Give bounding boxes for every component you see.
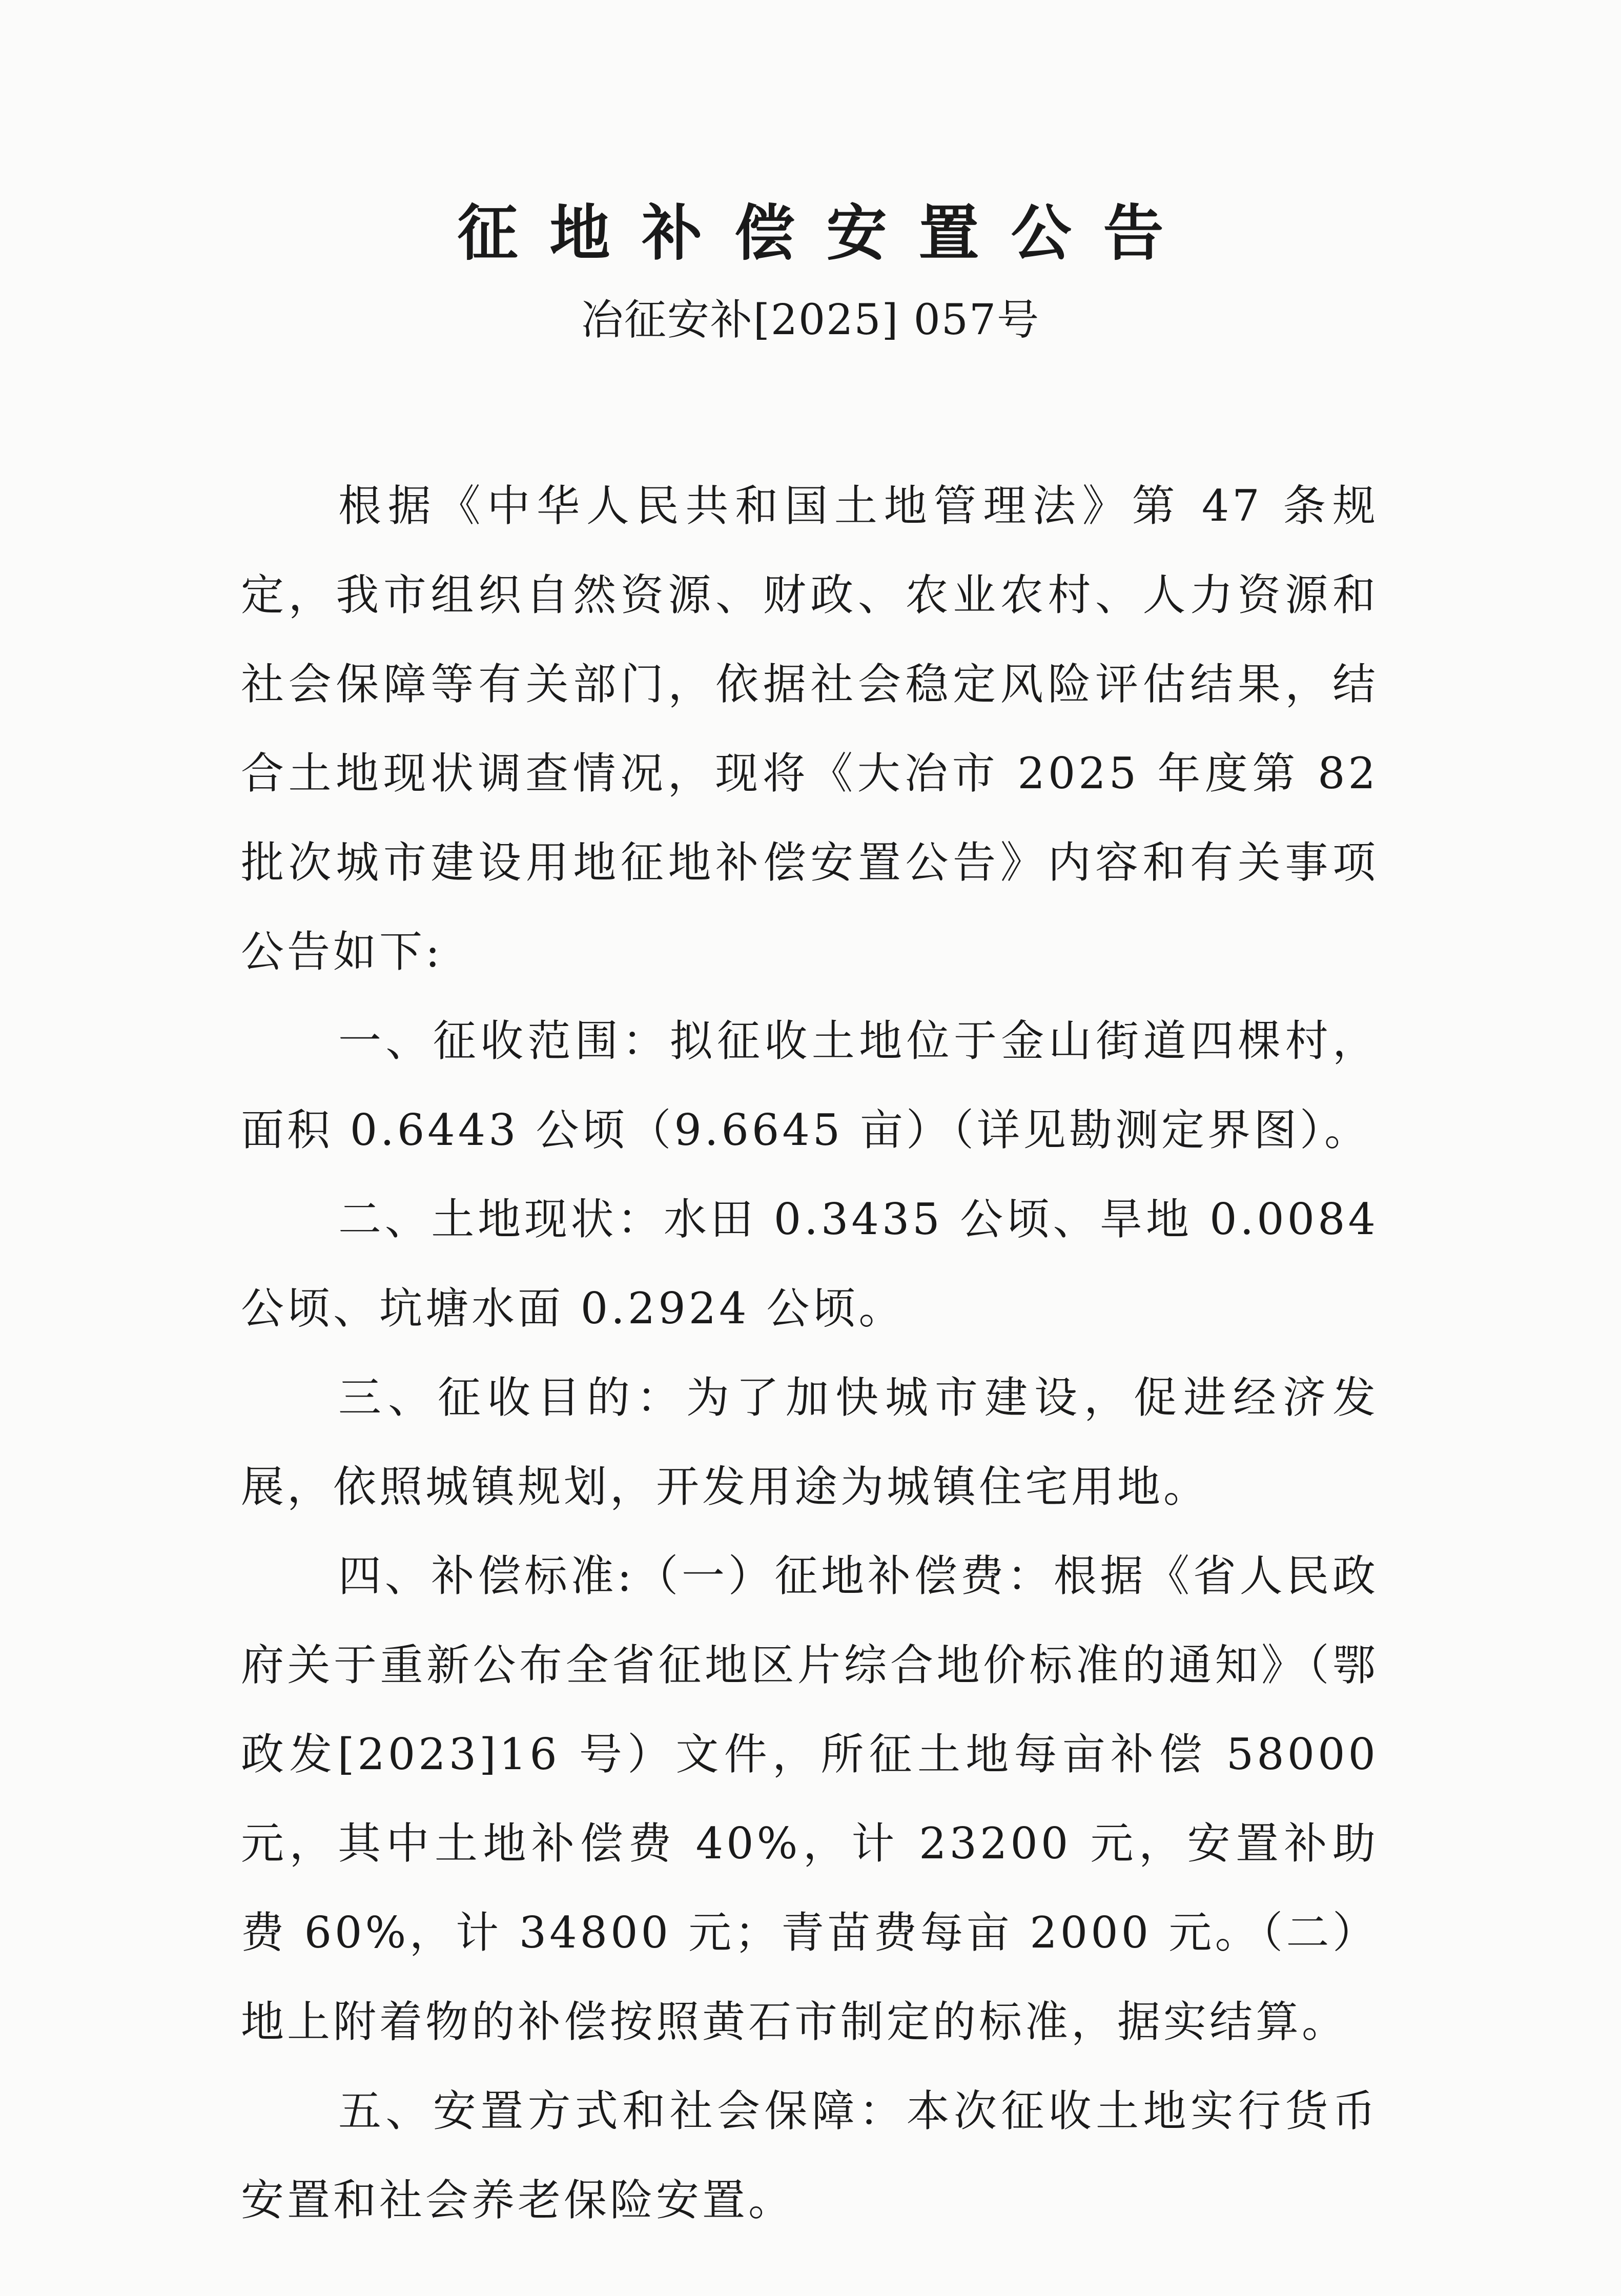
document-title: 征地补偿安置公告 (457, 198, 1196, 269)
document-body (241, 461, 1379, 2245)
paragraph-land-status: 二、土地现状：水田 0.3435 公顷、旱地 0.0084 公顷、坑塘水面 0.2924 公顷。 (241, 1194, 1379, 1334)
paragraph-scope: 一、征收范围：拟征收土地位于金山街道四棵村，面积 0.6443 公顷（9.6645 亩）（详见勘测定界图）。 (241, 1016, 1379, 1155)
paragraph-resettlement: 五、安置方式和社会保障：本次征收土地实行货币安置和社会养老保险安置。 (241, 2086, 1379, 2225)
document-number: 冶征安补[2025] 057号 (581, 296, 1040, 344)
paragraph-compensation: 四、补偿标准:（一）征地补偿费：根据《省人民政府关于重新公布全省征地区片综合地价标准的通知》（鄂政发[2023]16 号）文件，所征土地每亩补偿 58000 元，其中土地补偿费 40%，计 23200 元，安置补助费 60%，计 34800 元；青苗费每亩 2000 元。（二）地上附着物的补偿按照黄石市制定的标准，据实结算。 (241, 1551, 1379, 2047)
paragraph-purpose: 三、征收目的：为了加快城市建设，促进经济发展，依照城镇规划，开发用途为城镇住宅用地。 (241, 1372, 1379, 1512)
paragraph-intro: 根据《中华人民共和国土地管理法》第 47 条规定，我市组织自然资源、财政、农业农村、人力资源和社会保障等有关部门，依据社会稳定风险评估结果，结合土地现状调查情况，现将《大冶市 2025 年度第 82 批次城市建设用地征地补偿安置公告》内容和有关事项公告如下: (241, 481, 1379, 977)
